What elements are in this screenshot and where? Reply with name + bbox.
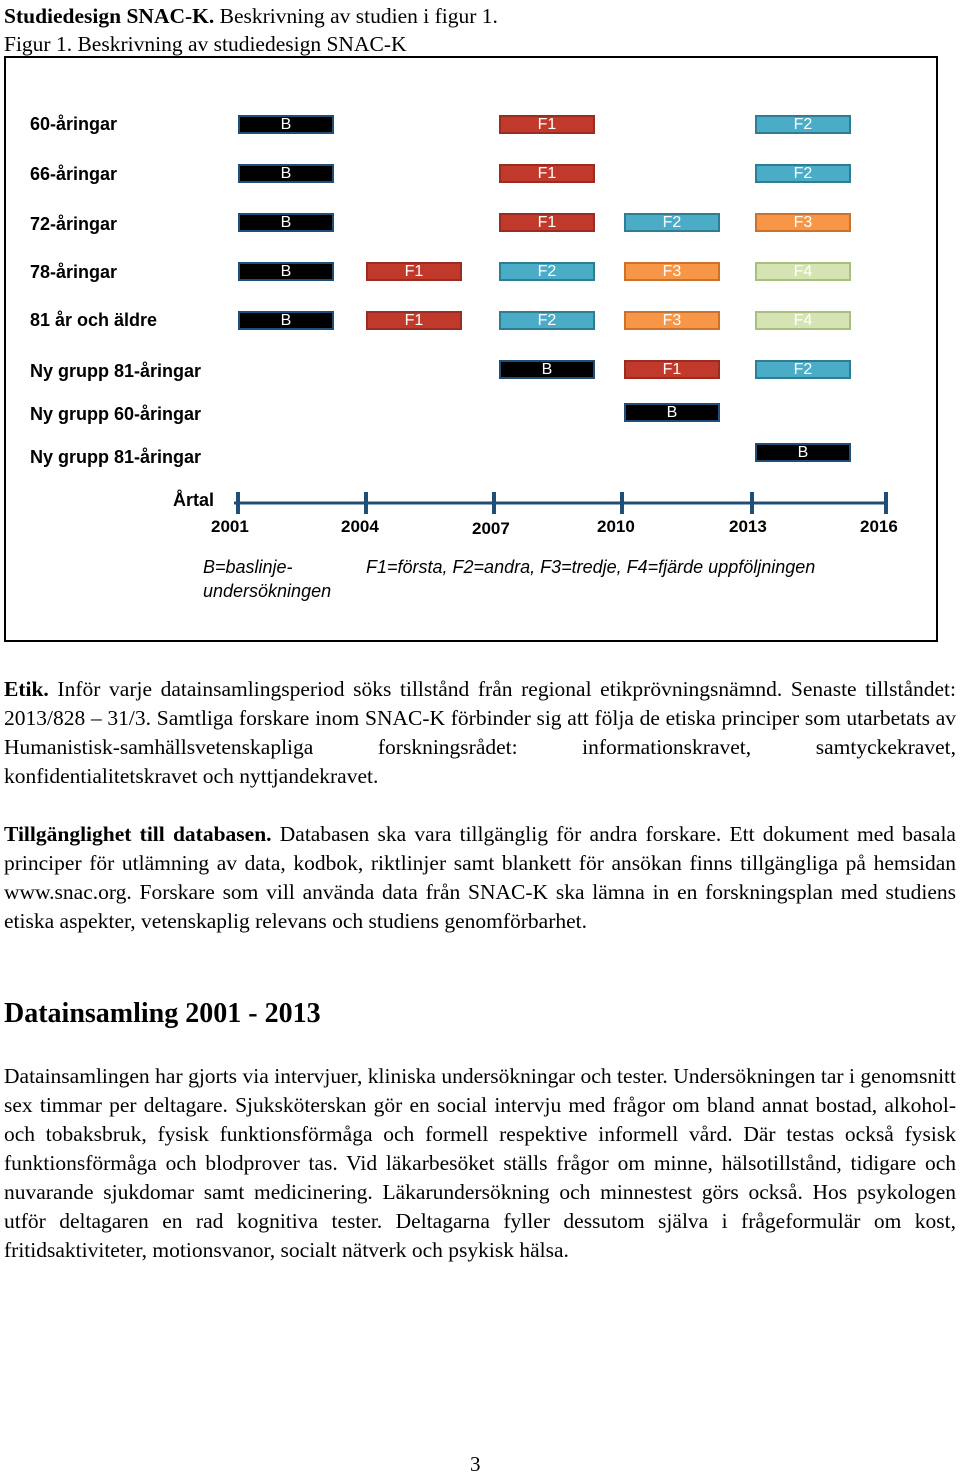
- wave-block-f1: F1: [624, 360, 720, 379]
- wave-block-f2: F2: [624, 213, 720, 232]
- wave-block-b: B: [624, 403, 720, 422]
- legend-baseline: B=baslinje-: [203, 557, 293, 577]
- wave-block-b: B: [238, 164, 334, 183]
- wave-block-b: B: [499, 360, 595, 379]
- tillganglighet-heading: Tillgänglighet till databasen.: [4, 822, 272, 846]
- header-title: Studiedesign SNAC-K.: [4, 4, 215, 28]
- year-label: 2010: [597, 517, 635, 536]
- wave-block-f2: F2: [499, 262, 595, 281]
- section-heading: Datainsamling 2001 - 2013: [4, 998, 321, 1029]
- wave-block-b: B: [238, 262, 334, 281]
- cohort-label: 72-åringar: [30, 214, 118, 234]
- datainsamling-paragraph: Datainsamlingen har gjorts via intervjuer, kliniska undersökningar och tester. Undersökningen tar i genomsnitt sex timmar per deltagare. Sjuksköterskan gör en social intervju med frågor om bland annat bostad, alkohol- och tobaksbruk, fysisk funktionsförmåga och formell respektive informell vård. Där testas också fysisk funktionsförmåga och blodprover tas. Vid läkarbesöket ställs frågor om minne, hälsotillstånd, tidigare och nuvarande sjukdomar samt medicinering. Läkarundersökning och minnestest görs också. Hos psykologen utför deltagaren en rad kognitiva tester. Deltagarna fyller dessutom själva i frågeformulär om kost, fritidsaktiviteter, motionsvanor, socialt nätverk och psykisk hälsa.: [4, 1064, 956, 1262]
- figure-caption: Figur 1. Beskrivning av studiedesign SNAC-K: [4, 32, 407, 56]
- header-subtitle: Beskrivning av studien i figur 1.: [214, 4, 498, 28]
- wave-block-b: B: [238, 213, 334, 232]
- cohort-label: 81 år och äldre: [30, 310, 158, 330]
- wave-block-b: B: [238, 115, 334, 134]
- wave-block-f3: F3: [624, 311, 720, 330]
- cohort-label: 78-åringar: [30, 262, 118, 282]
- tillganglighet-paragraph: [4, 820, 956, 936]
- wave-block-f1: F1: [366, 262, 462, 281]
- axis-title: Årtal: [173, 490, 215, 510]
- legend-followups: F1=första, F2=andra, F3=tredje, F4=fjärde uppföljningen: [366, 557, 816, 577]
- year-label: 2013: [729, 517, 767, 536]
- year-label: 2016: [860, 517, 898, 536]
- cohort-label: 66-åringar: [30, 164, 118, 184]
- wave-block-f2: F2: [499, 311, 595, 330]
- cohort-label: 60-åringar: [30, 114, 118, 134]
- wave-block-b: B: [238, 311, 334, 330]
- tillganglighet-text: Databasen ska vara tillgänglig för andra forskare. Ett dokument med basala principer för utlämning av data, kodbok, riktlinjer samt blankett för ansökan finns tillgängliga på hemsidan www.snac.org. Forskare som vill använda data från SNAC-K ska lämna in en forskningsplan med studiens etiska aspekter, vetenskaplig relevans och studiens genomförbarhet.: [4, 822, 956, 933]
- legend-baseline-cont: undersökningen: [203, 581, 332, 601]
- wave-block-f4: F4: [755, 311, 851, 330]
- year-label: 2001: [211, 517, 249, 536]
- wave-block-f1: F1: [499, 164, 595, 183]
- wave-block-f1: F1: [499, 213, 595, 232]
- wave-block-f2: F2: [755, 115, 851, 134]
- year-label: 2007: [472, 519, 510, 538]
- etik-heading: Etik.: [4, 677, 49, 701]
- wave-block-b: B: [755, 443, 851, 462]
- wave-block-f3: F3: [755, 213, 851, 232]
- etik-text: Inför varje datainsamlingsperiod söks tillstånd från regional etikprövningsnämnd. Senaste tillståndet: 2013/828 – 31/3. Samtliga forskare inom SNAC-K förbinder sig att följa de etiska principer som utarbetats av Humanistisk-samhällsvetenskapliga forskningsrådet: informationskravet, samtyckekravet, konfidentialitetskravet och nyttjandekravet.: [4, 677, 956, 788]
- wave-block-f1: F1: [499, 115, 595, 134]
- year-label: 2004: [341, 517, 379, 536]
- cohort-label: Ny grupp 81-åringar: [30, 447, 202, 467]
- cohort-label: Ny grupp 81-åringar: [30, 361, 202, 381]
- cohort-label: Ny grupp 60-åringar: [30, 404, 202, 424]
- wave-block-f3: F3: [624, 262, 720, 281]
- wave-block-f1: F1: [366, 311, 462, 330]
- wave-block-f4: F4: [755, 262, 851, 281]
- wave-block-f2: F2: [755, 164, 851, 183]
- etik-paragraph: [4, 675, 956, 791]
- wave-block-f2: F2: [755, 360, 851, 379]
- page-number: 3: [470, 1452, 481, 1476]
